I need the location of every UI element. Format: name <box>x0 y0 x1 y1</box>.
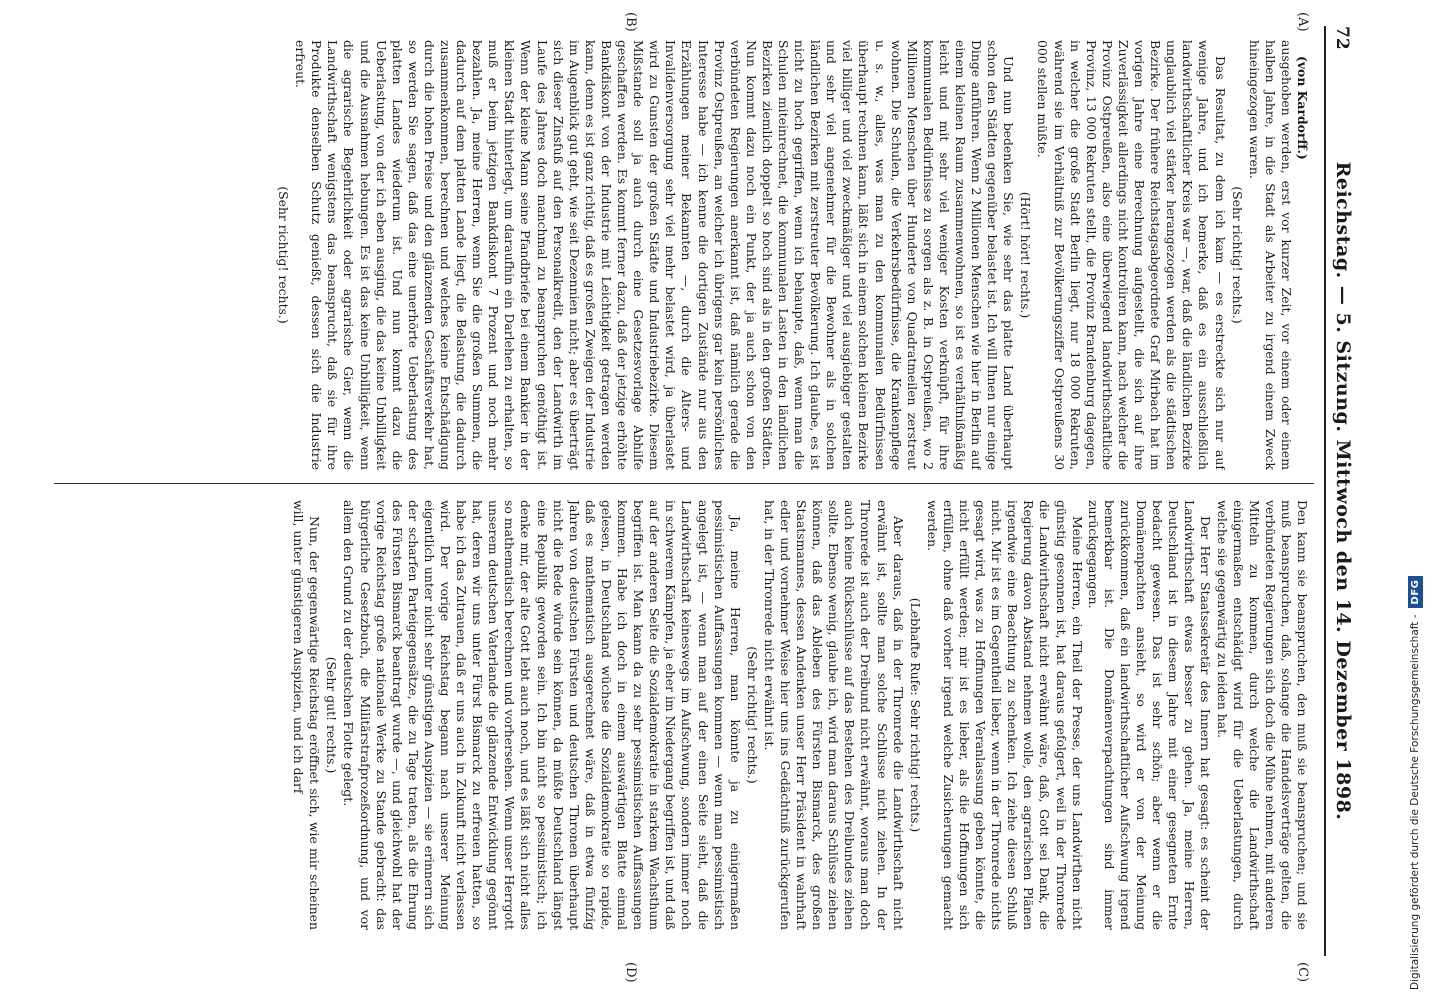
left-column <box>60 40 1310 470</box>
paragraph: Nun, der gegenwärtige Reichstag eröffnet sich, wie mir scheinen will, unter günstigeren Auspizien, und ich darf <box>291 500 323 930</box>
dfg-logo-icon: DFG <box>1408 576 1423 609</box>
paragraph: Das Resultat, zu dem ich kam — es erstreckte sich nur auf wenige Jahre, und ich bemerke, daß es ein ausschließlich landwirthschaftlicher Kreis war —, war, daß die ländlichen Bezirke unglaublich viel stärker herangezogen werden als die städtischen Bezirke. Der frühere Reichstagsabgeordnete Graf Mirbach hat im vorigen Jahre eine Berechnung aufgestellt, die sich auf ihre Zuverlässigkeit allerdings nicht kontroliren kann, nach welcher die Provinz Ostpreußen, also eine überwiegend landwirthschaftliche Provinz, 13 000 Rekruten stellt, die Provinz Brandenburg dagegen, in welcher die große Stadt Berlin liegt, nur 18 000 Rekruten, während sie im Verhältniß zur Bevölkerungsziffer Ostpreußens 30 000 stellen müßte. <box>1035 40 1228 470</box>
page-title: Reichstag. — 5. Sitzung. Mittwoch den 14. Dezember 1898. <box>1332 161 1354 821</box>
speaker-label: (von Kardorff.) <box>1295 56 1310 160</box>
paragraph: Den kann sie beanspruchen, den muß sie beanspruchen; und sie muß beanspruchen, daß, solange die Handelsverträge gelten, die verbündeten Regierungen sich doch die Mühe nehmen, mit anderen Mitteln zu kommen, durch welche die Landwirthschaft einigermaßen entschädigt wird für die Ueberlastungen, durch welche sie gegenwärtig zu leiden hat. <box>1214 500 1310 930</box>
paragraph: ausgehoben werden, erst vor kurzer Zeit, vor einem oder einem halben Jahre, in die Stadt als Arbeiter zu irgend einem Zweck hineingezogen waren. <box>1246 40 1294 470</box>
margin-marker-b: (B) <box>623 12 638 32</box>
margin-marker-d: (D) <box>623 962 638 983</box>
column-divider <box>54 483 1314 484</box>
interjection: (Sehr richtig! rechts.) <box>744 646 760 784</box>
digitization-credit <box>1405 0 1425 990</box>
interjection: (Lebhafte Rufe: Sehr richtig! rechts.) <box>907 597 923 833</box>
paragraph: Der Herr Staatssekretär des Innern hat gesagt: es scheint der Landwirthschaft etwas besser zu gehen. Ja, meine Herren, Deutschland ist in diesem Jahre mit einer gesegneten Ernte bedacht gewesen. Das ist sehr schön; aber wenn er die Domänenpachten ansieht, so wird er von der Meinung zurückkommen, daß ein landwirthschaftlicher Aufschwung irgend bemerkbar ist. Die Domänenverpachtungen sind immer zurückgegangen. <box>1085 500 1214 930</box>
interjection: (Sehr richtig! rechts.) <box>1229 186 1245 324</box>
margin-marker-a: (A) <box>1295 12 1310 32</box>
interjection: (Hört! hört! rechts.) <box>1018 191 1034 319</box>
rotated-page <box>46 0 1380 1000</box>
page-number: 72 <box>1332 26 1352 50</box>
interjection: (Sehr richtig! rechts.) <box>276 186 292 324</box>
credit-text: Digitalisierung gefördert durch die Deutsche Forschungsgemeinschaft - <box>1409 614 1421 990</box>
margin-marker-c: (C) <box>1295 962 1310 983</box>
page-header <box>1324 26 1362 956</box>
paragraph: Und nun bedenken Sie, wie sehr das platte Land überhaupt schon den Städten gegenüber belastet ist. Ich will Ihnen nur einige Dinge anführen. Wenn 2 Millionen Menschen wie hier in Berlin auf einem kleinen Raum zusammenwohnen, so ist es verhältnißmäßig leicht und mit sehr viel weniger Kosten verknüpft, für ihre kommunalen Bedürfnisse zu sorgen als z. B. in Ostpreußen, wo 2 Millionen Menschen über Hunderte von Quadratmeilen zerstreut wohnen. Die Schulen, die Verkehrsbedürfnisse, die Krankenpflege u. s. w., alles, was man zu den kommunalen Bedürfnissen überhaupt rechnen kann, läßt sich in einem solchen kleinen Bezirke viel billiger und viel zweckmäßiger und viel ausgiebiger gestalten und sehr viel angenehmer für die Bewohner als in solchen ländlichen Bezirken mit zerstreuter Bevölkerung. Ich glaube, es ist nicht zu hoch gegriffen, wenn ich behaupte, daß, wenn man die Schulen miteinrechnet, die kommunalen Lasten in den ländlichen Bezirken ziemlich doppelt so hoch sind als in den großen Städten. Nun kommt dazu noch ein Punkt, der ja auch schon von den verbündeten Regierungen anerkannt ist, daß nämlich gerade die Provinz Ostpreußen, an welcher ich übrigens gar kein persönliches Interesse habe — ich kenne die dortigen Zustände nur aus den Erzählungen meiner Bekannten —, durch die Alters- und Invalidenversorgung sehr viel mehr belastet wird, ja überlastet wird zu Gunsten der großen Städte und Industriebezirke. Diesem Mißstande soll ja auch durch eine Gesetzesvorlage Abhilfe geschaffen werden. Es kommt ferner dazu, daß der jetzige erhöhte Bankdiskont von der Industrie mit Leichtigkeit getragen werden kann, denn es ist ganz richtig, daß es großen Zweigen der Industrie im Augenblick gut geht, wie seit Dezennien nicht; aber es überträgt sich dieser Zinsfuß auf den Personalkredit, den der Landwirth im Laufe des Jahres doch manchmal zu beanspruchen genöthigt ist. Wenn der kleine Mann seine Pfandbriefe bei einem Bankier in der kleinen Stadt hinterlegt, um daraufhin ein Darlehen zu erhalten, so muß er beim jetzigen Bankdiskont 7 Prozent und noch mehr bezahlen. Ja, meine Herren, wenn Sie die großen Summen, die dadurch auf dem platten Lande liegt, die Belastung, die dadurch zusammenkommen, berechnen und welches keine Entschädigung durch die hohen Preise und den glänzenden Geschäftsverkehr hat, so werden Sie sagen, daß das eine unerhörte Ueberlastung des platten Landes wiederum ist. Und nun kommt dazu die Ueberlastung, von der ich eben ausging, die das keine Unbilligkeit und die Ausnahmen hebungen. Es ist das keine Unbilligkeit, wenn die agrarische Begehrlichkeit oder agrarische Gier, wenn die Landwirthschaft wenigstens das beansprucht, daß sie für ihre Produkte denselben Schutz genießt, dessen sich die Industrie erfreut. <box>293 40 1017 470</box>
paragraph: Ja, meine Herren, man könnte ja zu einigermaßen pessimistischen Auffassungen kommen — wenn man pessimistisch angelegt ist, — wenn man auf der einen Seite sieht, daß die Landwirthschaft keineswegs im Aufschwung, sondern immer noch in schwerem Kämpfen, ja eher im Niedergang begriffen ist, und daß auf der anderen Seite die Sozialdemokratie in starkem Wachsthum begriffen ist. Man kann da zu sehr pessimistischen Auffassungen kommen. Habe ich doch in einem auswärtigen Blatte einmal gelesen, in Deutschland wüchse die Sozialdemokratie so rapide, daß es mathematisch ausgerechnet wäre, daß in etwa fünfzig Jahren von deutschen Fürsten und deutschen Thronen überhaupt nicht die Rede würde sein können, da müßte Deutschland längst eine Republik geworden sein. Ich bin nicht so pessimistisch; ich denke mir, der alte Gott lebt auch noch, und es läßt sich nicht alles so mathematisch berechnen und vorhersehen. Wenn unser Herrgott unserem deutschen Vaterlande die glänzende Entwicklung gegönnt hat, deren wir uns unter Fürst Bismarck zu erfreuen hatten, so habe ich das Zutrauen, daß er uns auch in Zukunft nicht verlassen wird. Der vorige Reichstag begann nach unserer Meinung eigentlich unter nicht sehr günstigen Auspizien — sie erinnern sich der scharfen Parteigegensätze, die zu Tage traten, als die Ehrung des Fürsten Bismarck beantragt wurde —, und gleichwohl hat der vorige Reichstag große nationale Werke zu Stande gebracht: das bürgerliche Gesetzbuch, die Militärstrafprozeßordnung, und vor allem den Grund zu der deutschen Flotte gelegt. <box>341 500 743 930</box>
right-column <box>60 500 1310 930</box>
paragraph: Meine Herren, ein Theil der Presse, der uns Landwirthen nicht günstig gesonnen ist, hat daraus gefolgert, weil in der Thronrede die Landwirthschaft nicht erwähnt wäre, daß, Gott sei Dank, die Regierung davon Abstand nehmen wolle, den agrarischen Plänen irgendwie eine Beachtung zu schenken. Ich ziehe diesen Schluß nicht. Mir ist es im Gegentheil lieber, wenn in der Thronrede nichts gesagt wird, was zu Hoffnungen Veranlassung geben könnte, die nicht erfüllt werden; mir ist es lieber, als die Hoffnungen sich erfüllen, ohne daß vorher irgend welche Zusicherungen gemacht werden. <box>924 500 1085 930</box>
interjection: (Sehr gut! rechts.) <box>324 656 340 774</box>
paragraph: Aber daraus, daß in der Thronrede die Landwirthschaft nicht erwähnt ist, sollte man solche Schlüsse nicht ziehen. In der Thronrede ist auch der Dreibund nicht erwähnt, woraus man doch auch keine Rückschlüsse auf das Bestehen des Dreibundes ziehen sollte. Ebenso wenig, glaube ich, wird man daraus Schlüsse ziehen können, daß das Ableben des Fürsten Bismarck, des großen Staatsmannes, dessen Andenken unser Herr Präsident in wahrhaft edler und vornehmer Weise hier uns ins Gedächtniß zurückgerufen hat, in der Thronrede nicht erwähnt ist. <box>761 500 906 930</box>
